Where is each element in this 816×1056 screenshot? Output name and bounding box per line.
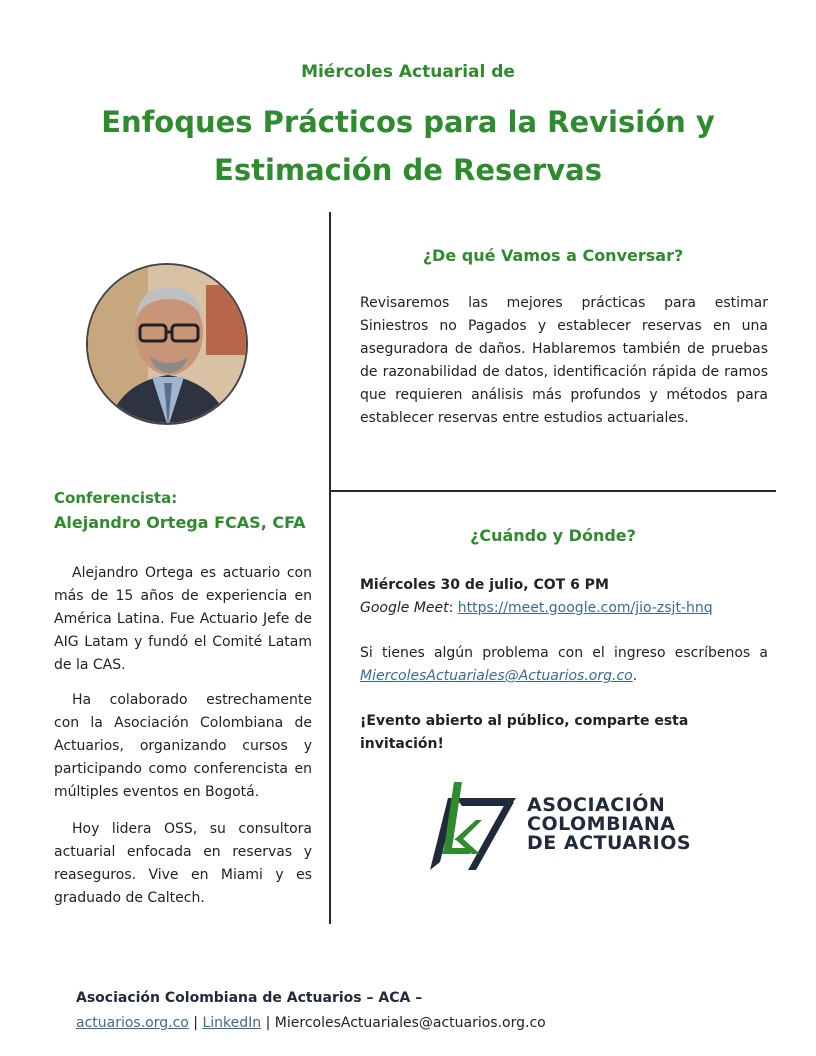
meeting-info [360,597,768,620]
horizontal-divider [330,490,776,492]
page-title [60,98,756,194]
footer-org-name: Asociación Colombiana de Actuarios – ACA – [76,990,423,1006]
speaker-label: Conferencista: [54,489,178,507]
help-email-link[interactable]: MiercolesActuariales@Actuarios.org.co [360,668,633,684]
title-line-2: Estimación de Reservas [214,153,602,187]
aca-logo-icon [428,778,520,874]
topic-description: Revisaremos las mejores prácticas para estimar Siniestros no Pagados y establecer reservas en una aseguradora de daños. Hablaremos también de pruebas de razonabilidad de datos, identificación rápida de ramos que requieren análisis más profundos y métodos para establecer reservas entre estudios actuariales. [360,295,768,426]
speaker-portrait-illustration [88,265,248,425]
topic-heading: ¿De qué Vamos a Conversar? [422,246,684,265]
aca-logo-text: ASOCIACIÓN COLOMBIANA DE ACTUARIOS [527,794,692,854]
meeting-separator: : [448,600,458,616]
open-event-note: ¡Evento abierto al público, comparte esta invitación! [360,713,689,752]
vertical-divider [329,212,331,924]
speaker-bio-paragraph-1: Alejandro Ortega es actuario con más de 15 años de experiencia en América Latina. Fue Actuario Jefe de AIG Latam y fundó el Comité Latam de la CAS. [54,565,312,673]
title-line-1: Enfoques Prácticos para la Revisión y [101,105,715,139]
help-text: Si tienes algún problema con el ingreso escríbenos a MiercolesActuariales@Actuarios.org.co. [360,645,768,684]
speaker-name: Alejandro Ortega FCAS, CFA [54,513,306,532]
event-date: Miércoles 30 de julio, COT 6 PM [360,577,609,593]
aca-logo-mark [428,778,520,878]
meet-link[interactable]: https://meet.google.com/jio-zsjt-hnq [457,600,713,616]
footer-site-link[interactable]: actuarios.org.co [76,1015,189,1031]
when-where-heading: ¿Cuándo y Dónde? [470,526,636,545]
meeting-platform: Google Meet [360,600,449,616]
footer-links: actuarios.org.co | LinkedIn | MiercolesActuariales@actuarios.org.co [76,1015,546,1031]
speaker-bio-paragraph-3: Hoy lidera OSS, su consultora actuarial enfocada en reservas y reaseguros. Vive en Miami y es graduado de Caltech. [54,821,312,906]
speaker-bio-paragraph-2: Ha colaborado estrechamente con la Asociación Colombiana de Actuarios, organizando cursos y participando como conferencista en múltiples eventos en Bogotá. [54,692,312,800]
footer-email: MiercolesActuariales@actuarios.org.co [274,1015,546,1031]
footer-linkedin-link[interactable]: LinkedIn [202,1015,262,1031]
event-series-subtitle: Miércoles Actuarial de [301,62,515,82]
speaker-photo [86,263,248,425]
